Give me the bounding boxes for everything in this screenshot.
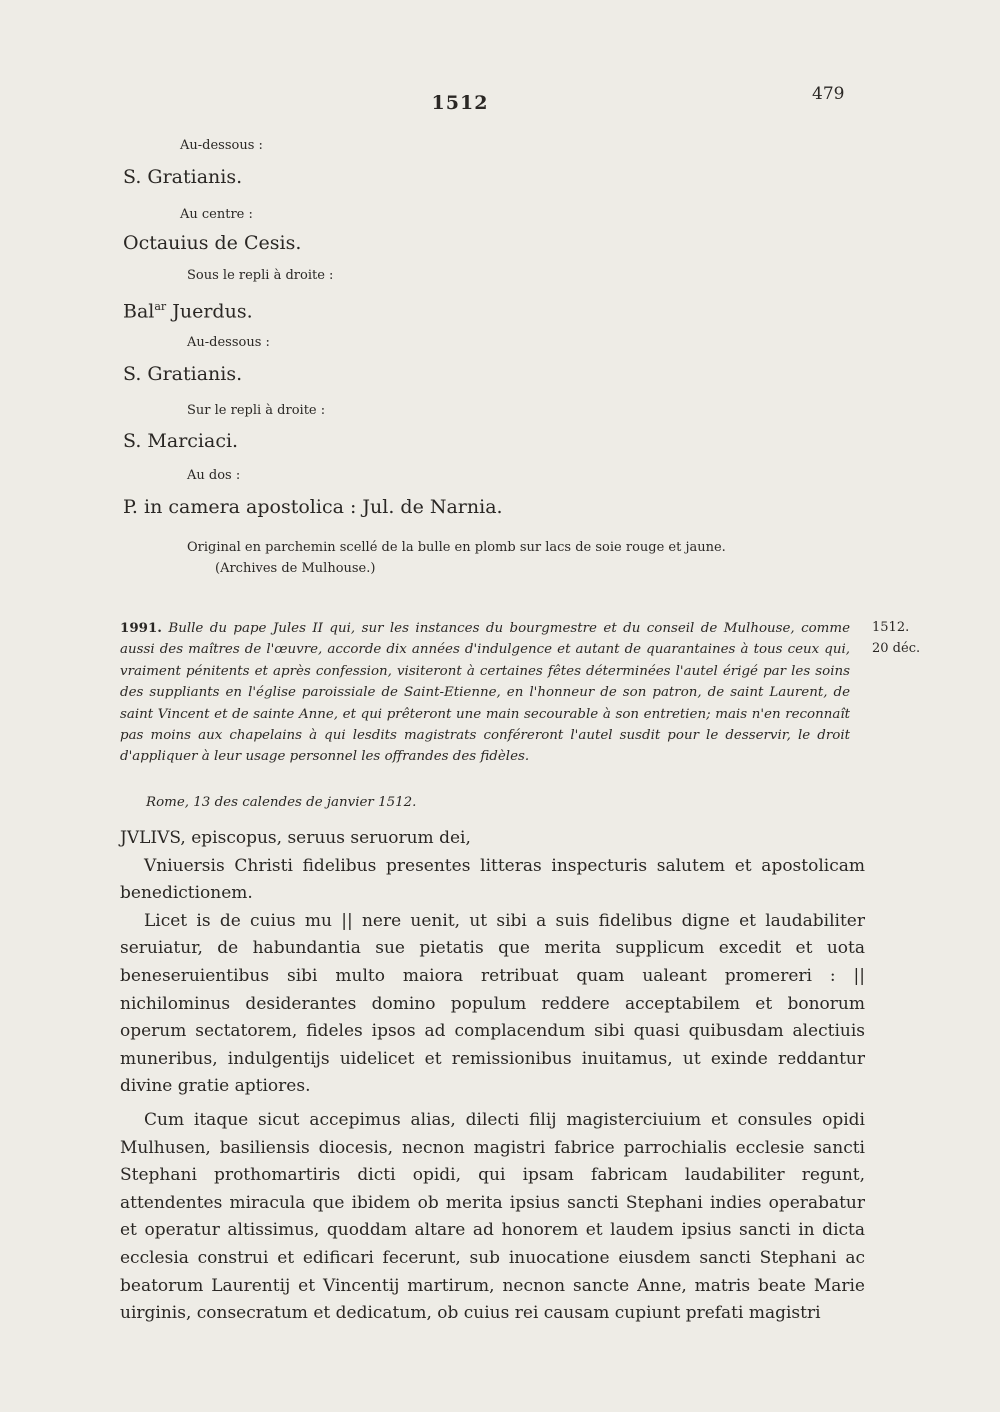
- signature-name-4: S. Gratianis.: [123, 363, 243, 385]
- page-number: 479: [812, 84, 845, 104]
- signature-name-5: S. Marciaci.: [123, 430, 239, 452]
- signature-label-5: Sur le repli à droite :: [187, 403, 326, 418]
- source-note-line-2: (Archives de Mulhouse.): [215, 561, 376, 576]
- latin-paragraph-4: Cum itaque sicut accepimus alias, dilecti filij magisterciuium et consules opidi Mulhusen, basiliensis diocesis, necnon magistri fabrice parrochialis ecclesie sancti Stephani prothomartiris dicti opidi, qui ipsam fabricam laudabiliter regunt, attendentes miracula que ibidem ob merita ipsius sancti Stephani indies operabatur et operatur altissimus, quoddam altare ad honorem et laudem ipsius sancti in dicta ecclesia construi et edificari fecerunt, sub inuocatione eiusdem sancti Stephani ac beatorum Laurentij et Vincentij martirum, necnon sancte Anne, matris beate Marie uirginis, consecratum et dedicatum, ob cuius rei causam cupiunt prefati magistri: [120, 1109, 865, 1324]
- signature-label-6: Au dos :: [187, 468, 241, 483]
- document-number: 1991.: [120, 620, 162, 636]
- signature-label-3: Sous le repli à droite :: [187, 268, 334, 283]
- document-dateline: Rome, 13 des calendes de janvier 1512.: [146, 795, 417, 810]
- signature-name-2: Octauius de Cesis.: [123, 232, 302, 254]
- document-summary-text: Bulle du pape Jules II qui, sur les instances du bourgmestre et du conseil de Mulhouse, comme aussi des maîtres de l'œuvre, accorde dix années d'indulgence et autant de quarantaines à tous ceux qui, vraiment pénitents et après confession, visiteront à certaines fêtes déterminées l'autel érigé par les soins des suppliants en l'église paroissiale de Saint-Etienne, en l'honneur de son patron, de saint Laurent, de saint Vincent et de sainte Anne, et qui prêteront une main secourable à son entretien; mais n'en reconnaît pas moins aux chapelains à qui lesdits magistrats conféreront l'autel susdit pour le desservir, le droit d'appliquer à leur usage personnel les offrandes des fidèles.: [120, 621, 850, 765]
- signature-name-3: [123, 300, 253, 322]
- latin-text: [120, 825, 865, 1328]
- latin-paragraph-1: JVLIVS, episcopus, seruus seruorum dei,: [120, 828, 471, 848]
- source-note-line-1: Original en parchemin scellé de la bulle en plomb sur lacs de soie rouge et jaune.: [187, 540, 726, 555]
- latin-paragraph-3: Licet is de cuius mu || nere uenit, ut sibi a suis fidelibus digne et laudabiliter seruiatur, de habundantia sue pietatis que merita supplicum excedit et uota beneseruientibus sibi multo maiora retribuat quam ualeant promereri : || nichilominus desiderantes domino populum reddere acceptabilem et bonorum operum sectatorem, fideles ipsos ad complacendum sibi quasi quibusdam alectiuis muneribus, indulgentijs uidelicet et remissionibus inuitamus, ut exinde reddantur divine gratie aptiores.: [120, 910, 865, 1097]
- margin-date-day: 20 déc.: [872, 641, 921, 656]
- signature-name-3-prefix: Bal: [123, 300, 155, 323]
- signature-name-6: P. in camera apostolica : Jul. de Narnia.: [123, 496, 503, 518]
- latin-paragraph-2: Vniuersis Christi fidelibus presentes litteras inspecturis salutem et apostolicam benedictionem.: [120, 855, 865, 904]
- margin-date-year: 1512.: [872, 620, 910, 635]
- document-summary: [120, 618, 850, 768]
- signature-label-2: Au centre :: [180, 207, 253, 222]
- signature-name-3-suffix: Juerdus.: [166, 300, 253, 323]
- signature-label-1: Au-dessous :: [180, 138, 263, 153]
- signature-label-4: Au-dessous :: [187, 335, 270, 350]
- running-year: 1512: [431, 92, 489, 114]
- signature-name-1: S. Gratianis.: [123, 166, 243, 188]
- signature-name-3-superscript: ar: [154, 300, 167, 313]
